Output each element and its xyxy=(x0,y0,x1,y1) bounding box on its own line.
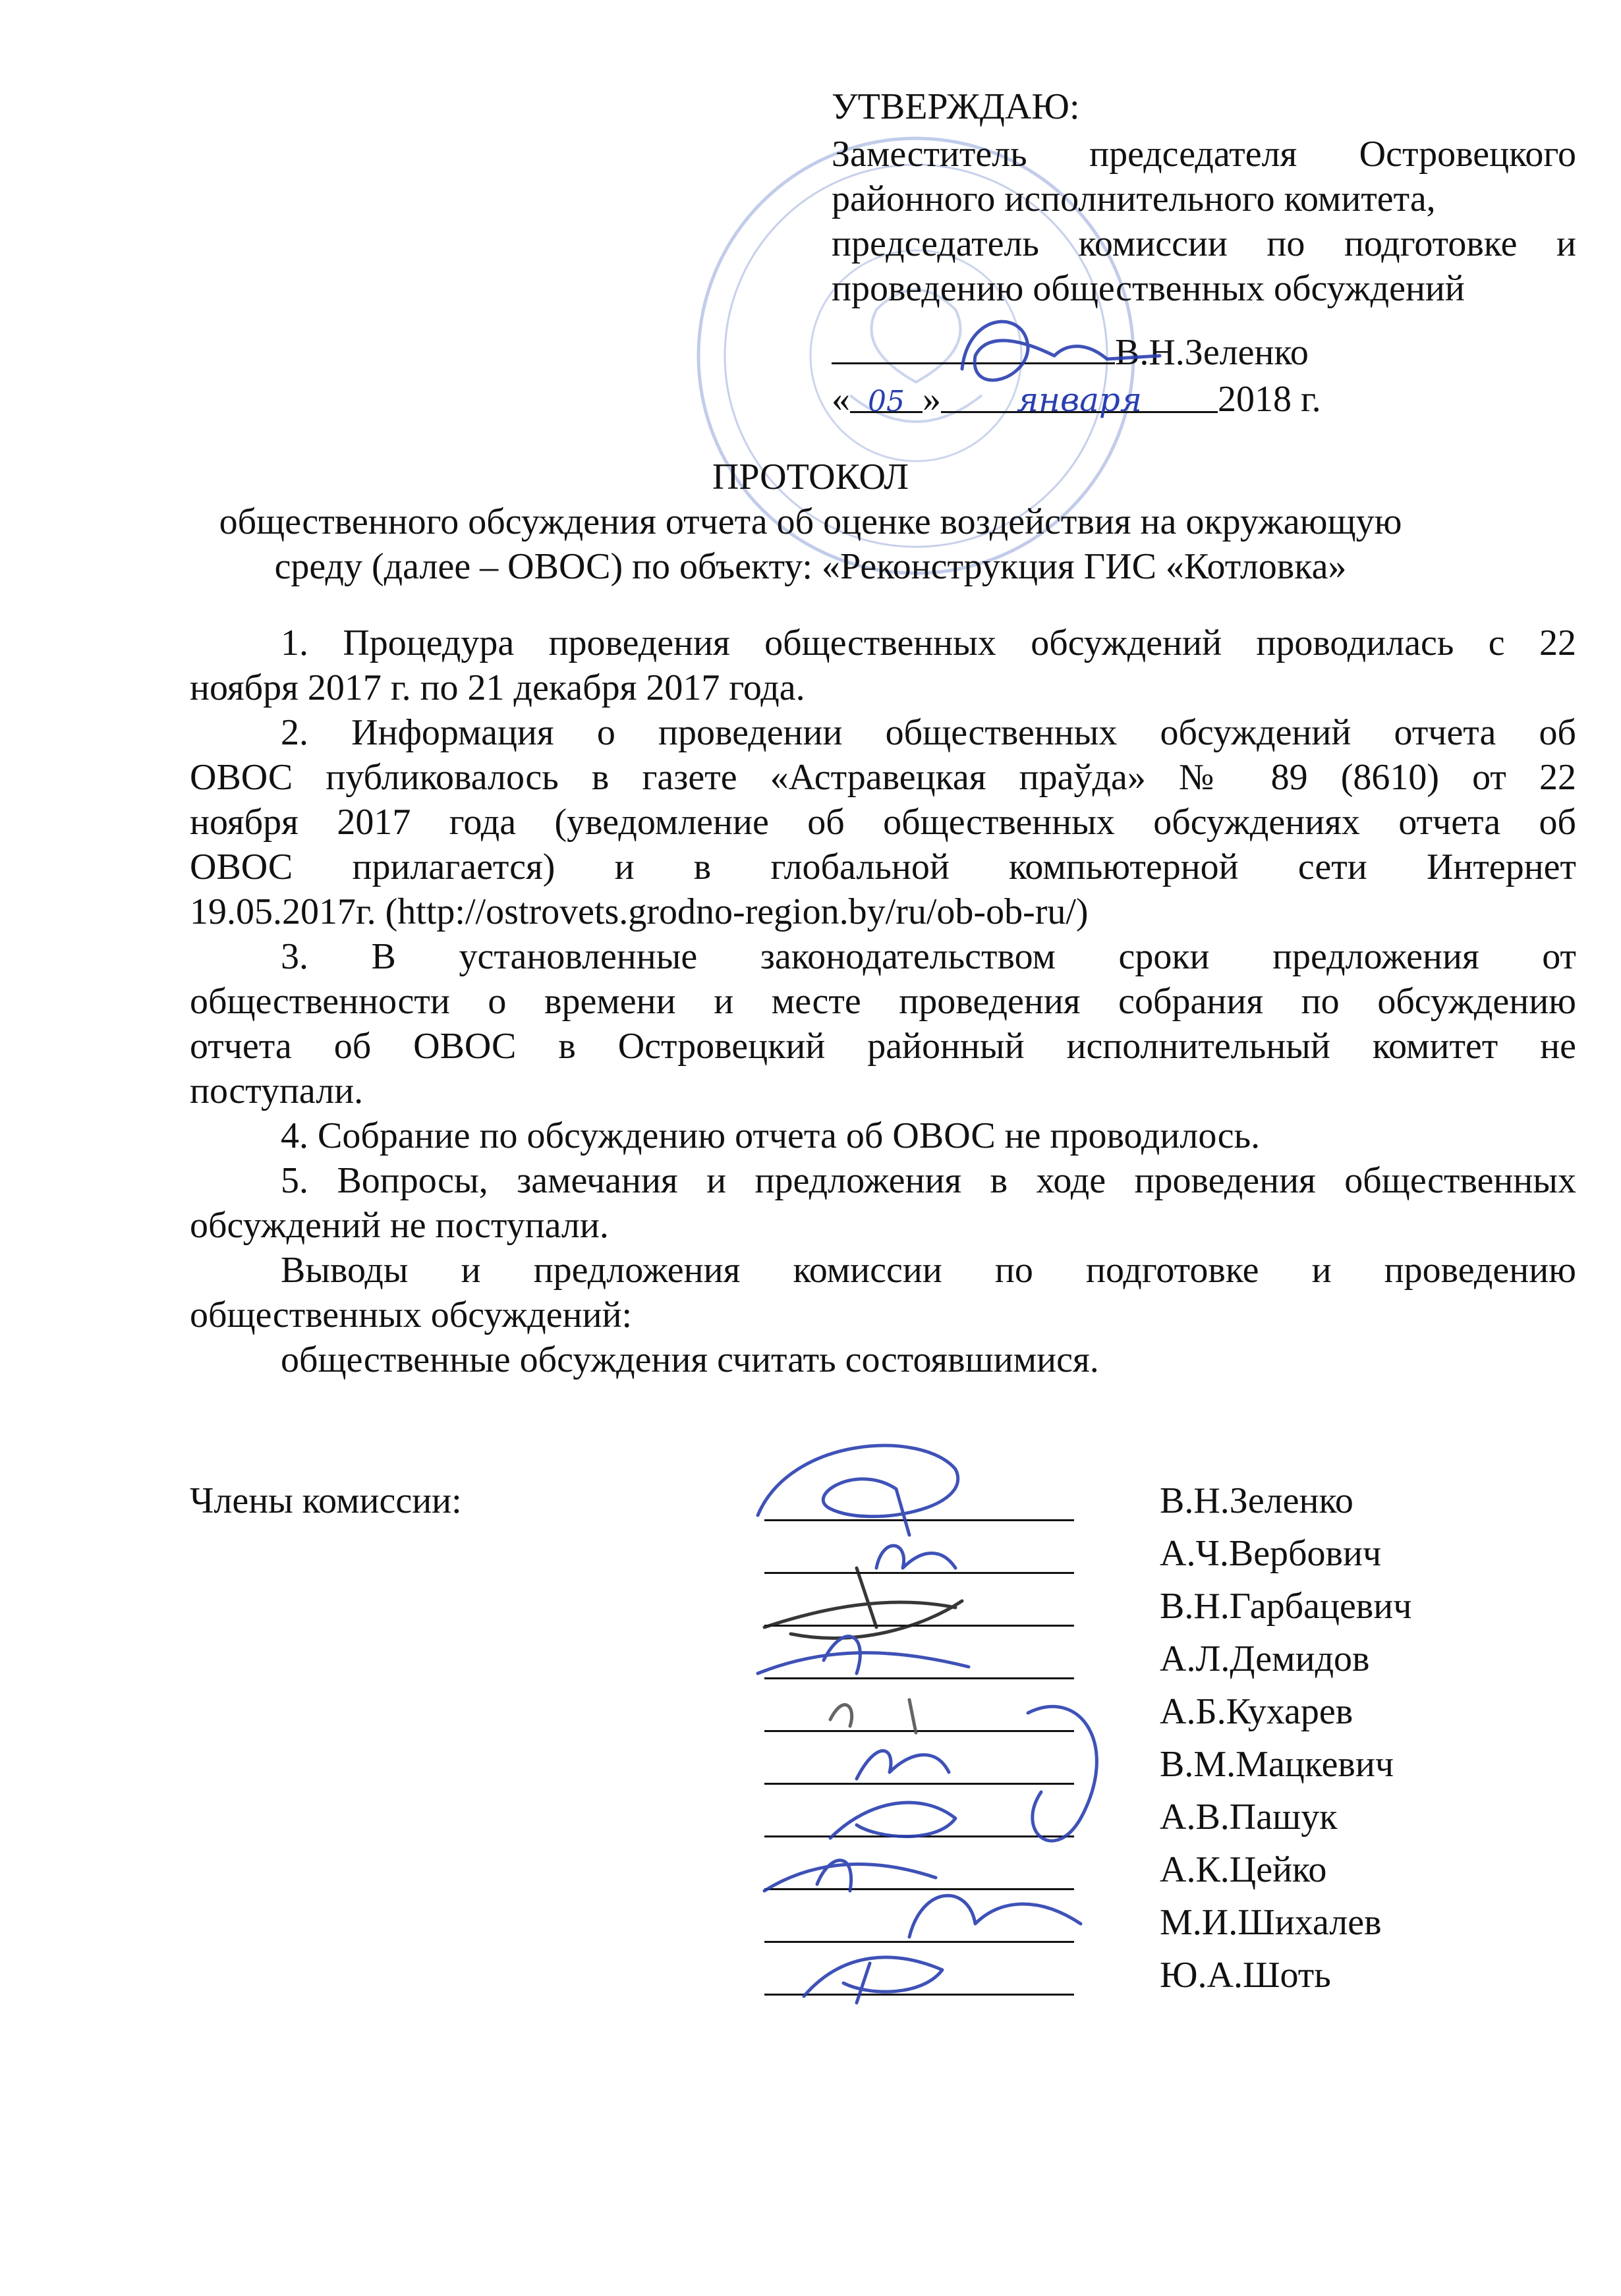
date-close-quote: » xyxy=(923,379,941,420)
paragraph-decision xyxy=(190,1337,1576,1382)
date-year: 2018 г. xyxy=(1218,379,1321,420)
signature-line xyxy=(764,1994,1074,1996)
text-line: 2. Информация о проведении общественных обсуждений отчета об xyxy=(281,712,1576,753)
member-name: А.Ч.Вербович xyxy=(1160,1533,1382,1574)
date-day: 05 xyxy=(868,385,905,418)
signature-scribble xyxy=(909,1706,1096,1937)
paragraph-1 xyxy=(190,621,1576,710)
approval-line: районного исполнительного комитета, xyxy=(832,179,1436,219)
member-name: А.В.Пашук xyxy=(1160,1797,1338,1837)
signature-line xyxy=(764,1835,1074,1837)
text-line: ноября 2017 года (уведомление об общественных обсуждениях отчета об xyxy=(190,802,1576,843)
signature-scribble xyxy=(857,1751,949,1779)
signature-scribble xyxy=(804,1957,942,2003)
signature-line xyxy=(764,1888,1074,1890)
signature-scribble xyxy=(758,1445,958,1535)
signature-line xyxy=(764,1572,1074,1574)
signature-scribble xyxy=(830,1700,916,1733)
approval-line: Заместитель председателя Островецкого xyxy=(832,134,1576,175)
member-name: В.Н.Гарбацевич xyxy=(1160,1586,1412,1627)
approval-signature-line xyxy=(832,328,1309,375)
approval-line: проведению общественных обсуждений xyxy=(832,268,1465,309)
signature-scribble xyxy=(764,1861,936,1891)
signature-scribble xyxy=(758,1637,969,1673)
text-line: 3. В установленные законодательством сроки предложения от xyxy=(281,936,1576,977)
text-line: общественные обсуждения считать состоявшимися. xyxy=(281,1339,1099,1380)
text-line: 1. Процедура проведения общественных обсуждений проводилась с 22 xyxy=(281,623,1576,663)
signature-line xyxy=(764,1941,1074,1943)
text-line: 5. Вопросы, замечания и предложения в ходе проведения общественных xyxy=(281,1160,1576,1201)
signature-line xyxy=(764,1677,1074,1679)
approval-position-block xyxy=(832,132,1576,311)
paragraph-conclusions xyxy=(190,1248,1576,1337)
signature-scribble xyxy=(764,1568,962,1638)
date-month: января xyxy=(1016,381,1143,419)
member-name: А.Л.Демидов xyxy=(1160,1638,1370,1679)
member-name: Ю.А.Шоть xyxy=(1160,1955,1331,1996)
approval-line: председатель комиссии по подготовке и xyxy=(832,223,1576,264)
text-line: ОВОС публиковалось в газете «Астравецкая праўда» № 89 (8610) от 22 xyxy=(190,757,1576,798)
date-open-quote: « xyxy=(832,379,850,420)
text-line: поступали. xyxy=(190,1071,364,1111)
document-subtitle-line: общественного обсуждения отчета об оценке воздействия на окружающую xyxy=(219,501,1402,542)
member-name: В.М.Мацкевич xyxy=(1160,1744,1394,1785)
text-line: Выводы и предложения комиссии по подготовке и проведению xyxy=(281,1250,1576,1291)
document-body xyxy=(190,621,1576,1382)
paragraph-3 xyxy=(190,934,1576,1113)
text-line: ноября 2017 г. по 21 декабря 2017 года. xyxy=(190,667,805,708)
signature-scribble xyxy=(830,1803,955,1838)
member-name: М.И.Шихалев xyxy=(1160,1902,1382,1943)
approval-heading: УТВЕРЖДАЮ: xyxy=(832,86,1080,127)
text-line: общественности о времени и месте проведения собрания по обсуждению xyxy=(190,981,1576,1022)
text-line: ОВОС прилагается) и в глобальной компьютерной сети Интернет xyxy=(190,847,1576,887)
text-line: 19.05.2017г. (http://ostrovets.grodno-region.by/ru/ob-ob-ru/) xyxy=(190,891,1089,932)
text-line: отчета об ОВОС в Островецкий районный исполнительный комитет не xyxy=(190,1026,1576,1067)
paragraph-5 xyxy=(190,1158,1576,1248)
document-subtitle-line: среду (далее – ОВОС) по объекту: «Реконструкция ГИС «Котловка» xyxy=(274,546,1347,587)
signature-blank xyxy=(832,328,1115,364)
text-line: общественных обсуждений: xyxy=(190,1295,633,1335)
paragraph-4 xyxy=(190,1113,1576,1158)
date-day-field xyxy=(850,377,923,418)
member-name: В.Н.Зеленко xyxy=(1160,1480,1353,1521)
approval-signer: В.Н.Зеленко xyxy=(1115,332,1309,373)
date-month-field xyxy=(941,377,1218,419)
paragraph-2 xyxy=(190,710,1576,934)
signature-line xyxy=(764,1519,1074,1521)
document-title: ПРОТОКОЛ xyxy=(712,457,909,497)
approval-date-line xyxy=(832,377,1321,422)
signature-line xyxy=(764,1730,1074,1732)
text-line: 4. Собрание по обсуждению отчета об ОВОС не проводилось. xyxy=(281,1115,1261,1156)
commission-label: Члены комиссии: xyxy=(190,1480,462,1521)
member-name: А.Б.Кухарев xyxy=(1160,1691,1353,1732)
signature-scribble xyxy=(876,1546,955,1568)
text-line: обсуждений не поступали. xyxy=(190,1205,609,1246)
signature-line xyxy=(764,1625,1074,1627)
signature-line xyxy=(764,1783,1074,1785)
member-name: А.К.Цейко xyxy=(1160,1849,1327,1890)
